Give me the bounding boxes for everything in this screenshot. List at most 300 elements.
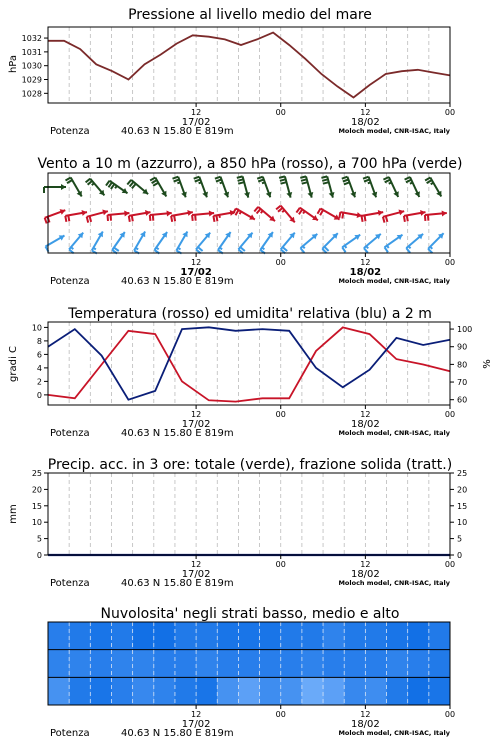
location-name: Potenza bbox=[50, 126, 90, 137]
wind-barb-feather bbox=[318, 209, 321, 214]
wind-barb bbox=[127, 180, 148, 194]
wind-barb bbox=[112, 232, 125, 254]
date-label: 17/02 bbox=[181, 719, 211, 730]
wind-barb-feather bbox=[66, 178, 71, 181]
date-label: 18/02 bbox=[350, 419, 380, 430]
location-name: Potenza bbox=[50, 276, 90, 287]
wind-barb bbox=[318, 209, 340, 220]
cloud-cell bbox=[217, 650, 238, 678]
wind-barb-feather bbox=[409, 246, 411, 248]
wind-barb-feather bbox=[115, 186, 117, 188]
y-tick-label-right: 20 bbox=[457, 485, 468, 495]
wind-barb-feather bbox=[321, 176, 327, 178]
cloud-cell bbox=[238, 677, 259, 705]
cloud-cell bbox=[112, 622, 133, 650]
cloud-cell bbox=[90, 622, 111, 650]
wind-barb bbox=[155, 232, 168, 254]
wind-barb-feather bbox=[199, 182, 202, 183]
wind-barb-feather bbox=[238, 179, 244, 181]
cloud-cell bbox=[323, 650, 344, 678]
wind-barb-feather bbox=[279, 176, 285, 178]
cloud-cell bbox=[302, 650, 323, 678]
wind-barb-feather bbox=[65, 216, 66, 222]
date-label: 18/02 bbox=[349, 267, 382, 278]
cloud-cell bbox=[387, 677, 408, 705]
cloud-cell bbox=[260, 622, 281, 650]
wind-barb-feather bbox=[383, 217, 385, 223]
wind-barb-feather bbox=[240, 212, 242, 215]
wind-panel bbox=[37, 156, 462, 287]
pressure-ylabel: hPa bbox=[8, 54, 19, 74]
wind-barb bbox=[385, 235, 403, 253]
y-tick-label-right: 60 bbox=[457, 395, 468, 405]
x-tick-label: 00 bbox=[275, 258, 286, 267]
cloud-cell bbox=[260, 677, 281, 705]
wind-barb-feather bbox=[430, 247, 432, 249]
wind-barb-feather bbox=[136, 248, 139, 250]
wind-barb bbox=[213, 210, 235, 222]
location-coords: 40.63 N 15.80 E 819m bbox=[121, 578, 234, 589]
plot-frame bbox=[48, 173, 450, 253]
location-name: Potenza bbox=[50, 428, 90, 439]
wind-barb-feather bbox=[236, 210, 239, 215]
wind-barb-feather bbox=[152, 180, 157, 183]
wind-barb-feather bbox=[282, 210, 284, 212]
wind-barb bbox=[425, 178, 441, 197]
wind-barb bbox=[233, 209, 255, 220]
cloud-cell bbox=[196, 650, 217, 678]
wind-barb-feather bbox=[194, 177, 200, 179]
x-tick-label: 00 bbox=[444, 108, 456, 117]
x-tick-label: 12 bbox=[360, 710, 371, 719]
date-label: 17/02 bbox=[181, 419, 211, 430]
model-credit: Moloch model, CNR-ISAC, Italy bbox=[338, 429, 450, 437]
wind-barb-feather bbox=[215, 177, 221, 179]
wind-title: Vento a 10 m (azzurro), a 850 hPa (rosso), a 700 hPa (verde) bbox=[37, 156, 463, 172]
x-tick-label: 12 bbox=[191, 560, 202, 569]
wind-barb bbox=[362, 210, 384, 222]
wind-barb-feather bbox=[406, 180, 411, 183]
x-tick-label: 12 bbox=[191, 710, 202, 719]
date-label: 17/02 bbox=[181, 117, 211, 128]
wind-barb bbox=[383, 210, 404, 223]
wind-barb bbox=[339, 212, 362, 218]
wind-barb-feather bbox=[153, 215, 154, 221]
wind-barb bbox=[196, 233, 210, 254]
y-tick-label-right: 70 bbox=[457, 378, 468, 388]
x-tick-label: 00 bbox=[444, 410, 456, 419]
wind-barb bbox=[425, 211, 447, 221]
series-line bbox=[48, 33, 450, 98]
cloud-cell bbox=[69, 622, 90, 650]
location-coords: 40.63 N 15.80 E 819m bbox=[121, 428, 234, 439]
wind-barb-feather bbox=[323, 182, 329, 184]
wind-barb bbox=[176, 231, 187, 253]
wind-barb-feather bbox=[365, 215, 366, 221]
y-tick-label: 1031 bbox=[21, 47, 42, 57]
cloud-cover-panel bbox=[48, 606, 455, 739]
temperature-title: Temperatura (rosso) ed umidita' relativa (blu) a 2 m bbox=[68, 306, 432, 322]
wind-barb-feather bbox=[87, 217, 89, 223]
wind-barb-feather bbox=[387, 246, 389, 248]
y-tick-label: 25 bbox=[31, 469, 42, 478]
cloud-cell bbox=[281, 650, 302, 678]
wind-barb-feather bbox=[344, 182, 350, 184]
wind-barb bbox=[383, 177, 398, 197]
cloud-cell bbox=[90, 650, 111, 678]
cloud-cell bbox=[154, 650, 175, 678]
wind-barb bbox=[150, 178, 166, 197]
y-tick-label-right: 15 bbox=[457, 501, 468, 511]
cloud-cell bbox=[323, 622, 344, 650]
wind-barb bbox=[364, 234, 381, 253]
wind-barb-feather bbox=[213, 216, 214, 222]
cloud-cell bbox=[387, 650, 408, 678]
cloud-cell bbox=[133, 622, 154, 650]
wind-barb-feather bbox=[195, 180, 201, 182]
y-tick-label-right: 25 bbox=[457, 469, 468, 478]
wind-barb bbox=[322, 233, 338, 253]
wind-barb-feather bbox=[320, 210, 323, 215]
model-credit: Moloch model, CNR-ISAC, Italy bbox=[338, 729, 450, 737]
cloud-cell bbox=[302, 622, 323, 650]
wind-barb-feather bbox=[385, 247, 389, 252]
wind-barb-feather bbox=[220, 182, 223, 183]
wind-barb bbox=[276, 206, 295, 223]
wind-barb-feather bbox=[389, 183, 392, 184]
model-credit: Moloch model, CNR-ISAC, Italy bbox=[338, 579, 450, 587]
y-tick-label-right: 0 bbox=[457, 551, 463, 560]
wind-barb bbox=[108, 211, 130, 221]
wind-barb bbox=[404, 210, 426, 222]
wind-barb-feather bbox=[45, 218, 47, 224]
x-tick-label: 12 bbox=[191, 258, 202, 267]
cloud-cell bbox=[238, 622, 259, 650]
wind-barb-feather bbox=[219, 215, 220, 218]
precip-ylabel: mm bbox=[8, 504, 19, 524]
y-tick-label: 1032 bbox=[21, 34, 42, 44]
wind-barb bbox=[92, 231, 103, 253]
wind-barb-feather bbox=[281, 182, 287, 184]
cloud-cell bbox=[429, 650, 450, 678]
plot-frame bbox=[48, 27, 450, 103]
y-tick-label: 10 bbox=[31, 518, 42, 528]
wind-barb-feather bbox=[427, 180, 432, 183]
cloud-cell bbox=[48, 650, 69, 678]
wind-barb-feather bbox=[280, 179, 286, 181]
wind-barb bbox=[86, 179, 105, 196]
wind-barb-feather bbox=[342, 247, 345, 252]
plot-frame bbox=[48, 322, 450, 405]
y-tick-label-right: 10 bbox=[457, 518, 468, 528]
x-tick-label: 00 bbox=[275, 560, 286, 569]
wind-barb-feather bbox=[428, 215, 429, 221]
model-credit: Moloch model, CNR-ISAC, Italy bbox=[338, 277, 450, 285]
cloud-cell bbox=[344, 650, 365, 678]
wind-barb-feather bbox=[303, 211, 305, 214]
wind-barb-feather bbox=[150, 178, 155, 181]
wind-barb-feather bbox=[156, 248, 159, 250]
series-line bbox=[48, 327, 450, 401]
model-credit: Moloch model, CNR-ISAC, Italy bbox=[338, 127, 450, 135]
cloud-cell bbox=[133, 650, 154, 678]
cloud-cell bbox=[238, 650, 259, 678]
cloud-cell bbox=[48, 677, 69, 705]
wind-barb-feather bbox=[233, 209, 236, 214]
wind-barb-feather bbox=[425, 215, 426, 221]
y-tick-label: 4 bbox=[36, 363, 42, 373]
plot-frame bbox=[48, 473, 450, 555]
wind-barb-feather bbox=[262, 248, 264, 250]
cloud-cell bbox=[175, 622, 196, 650]
wind-barb bbox=[254, 207, 275, 221]
y-tick-label: 1028 bbox=[21, 89, 42, 99]
wind-barb-feather bbox=[68, 215, 69, 221]
x-tick-label: 00 bbox=[444, 560, 456, 569]
wind-barb bbox=[69, 233, 83, 254]
wind-barb bbox=[66, 178, 82, 197]
date-label: 17/02 bbox=[180, 267, 212, 278]
wind-barb-feather bbox=[67, 180, 72, 183]
precip-title: Precip. acc. in 3 ore: totale (verde), frazione solida (tratt.) bbox=[47, 457, 453, 473]
wind-barb-feather bbox=[366, 246, 368, 248]
cloud-cell bbox=[154, 677, 175, 705]
wind-barb-feather bbox=[425, 178, 430, 181]
wind-barb-feather bbox=[237, 176, 243, 178]
wind-barb-head bbox=[442, 211, 447, 217]
x-tick-label: 12 bbox=[191, 410, 202, 419]
wind-barb-feather bbox=[383, 177, 389, 180]
y-tick-label: 2 bbox=[36, 377, 42, 387]
wind-barb-feather bbox=[404, 216, 405, 222]
wind-barb-feather bbox=[302, 182, 308, 184]
cloud-cell bbox=[133, 677, 154, 705]
cloud-cell bbox=[387, 622, 408, 650]
wind-barb bbox=[296, 208, 318, 221]
y-tick-label: 20 bbox=[31, 485, 42, 495]
date-label: 18/02 bbox=[350, 719, 380, 730]
wind-barb-feather bbox=[173, 177, 179, 179]
cloud-cell bbox=[408, 650, 429, 678]
wind-barb-head bbox=[124, 211, 129, 217]
wind-barb-feather bbox=[262, 182, 265, 183]
temperature-ylabel: gradi C bbox=[8, 346, 19, 382]
y-tick-label: 6 bbox=[36, 350, 42, 360]
wind-barb-feather bbox=[407, 215, 408, 221]
wind-barb-head bbox=[167, 211, 172, 217]
wind-barb bbox=[238, 233, 252, 254]
x-tick-label: 12 bbox=[360, 560, 371, 569]
wind-barb-feather bbox=[220, 248, 222, 250]
cloud-cell bbox=[429, 677, 450, 705]
y-tick-label: 1029 bbox=[21, 75, 42, 85]
wind-barb-feather bbox=[342, 213, 343, 219]
y-tick-label: 0 bbox=[36, 551, 42, 560]
wind-barb bbox=[134, 231, 145, 253]
wind-barb bbox=[342, 235, 360, 253]
temperature-humidity-panel bbox=[8, 306, 493, 439]
cloud-cell bbox=[365, 650, 386, 678]
wind-barb-feather bbox=[177, 182, 180, 183]
wind-barb-feather bbox=[385, 180, 390, 183]
cloud-cell bbox=[175, 650, 196, 678]
cloud-cell bbox=[69, 650, 90, 678]
wind-barb-feather bbox=[90, 216, 92, 222]
wind-barb-feather bbox=[410, 183, 413, 184]
cloud-cell bbox=[69, 677, 90, 705]
y-tick-label-right: 100 bbox=[457, 325, 473, 335]
wind-barb-feather bbox=[216, 215, 217, 221]
y-tick-label: 10 bbox=[31, 323, 42, 333]
date-label: 18/02 bbox=[350, 569, 380, 580]
location-coords: 40.63 N 15.80 E 819m bbox=[121, 126, 234, 137]
date-label: 17/02 bbox=[181, 569, 211, 580]
cloud-cell bbox=[196, 622, 217, 650]
wind-barb-feather bbox=[114, 248, 119, 251]
x-tick-label: 12 bbox=[360, 258, 371, 267]
wind-barb-feather bbox=[342, 177, 348, 179]
wind-barb-feather bbox=[93, 248, 96, 250]
x-tick-label: 00 bbox=[444, 258, 456, 267]
wind-barb-feather bbox=[92, 183, 94, 185]
cloud-cell bbox=[154, 622, 175, 650]
cloud-cell bbox=[408, 677, 429, 705]
wind-barb bbox=[129, 210, 151, 222]
cloud-cell bbox=[217, 622, 238, 650]
wind-barb-head bbox=[209, 211, 214, 217]
wind-barb-feather bbox=[192, 215, 193, 221]
wind-barb-feather bbox=[339, 212, 340, 218]
wind-barb-feather bbox=[322, 179, 328, 181]
cloud-cell bbox=[429, 622, 450, 650]
wind-barb-feather bbox=[174, 215, 175, 221]
cloud-cell bbox=[48, 622, 69, 650]
wind-barb-feather bbox=[303, 246, 305, 248]
wind-barb-feather bbox=[405, 177, 410, 180]
x-tick-label: 00 bbox=[444, 710, 456, 719]
x-tick-label: 00 bbox=[275, 710, 286, 719]
precipitation-panel bbox=[8, 457, 467, 589]
wind-barb-feather bbox=[129, 216, 130, 222]
cloud-cell bbox=[112, 677, 133, 705]
wind-barb bbox=[428, 233, 444, 253]
x-tick-label: 00 bbox=[275, 410, 286, 419]
wind-barb-feather bbox=[299, 209, 302, 214]
y-tick-label: 1030 bbox=[21, 61, 42, 71]
location-coords: 40.63 N 15.80 E 819m bbox=[121, 728, 234, 739]
location-name: Potenza bbox=[50, 728, 90, 739]
wind-barb bbox=[150, 211, 172, 221]
wind-barb bbox=[405, 177, 420, 197]
wind-barb bbox=[260, 232, 273, 254]
date-label: 18/02 bbox=[350, 117, 380, 128]
wind-barb-feather bbox=[301, 179, 307, 181]
wind-barb bbox=[406, 234, 423, 253]
cloud-cell bbox=[281, 677, 302, 705]
wind-barb-feather bbox=[386, 216, 388, 222]
wind-barb-feather bbox=[300, 176, 306, 178]
pressure-panel bbox=[8, 7, 455, 137]
cloud-cell bbox=[344, 677, 365, 705]
y-tick-label-right: 90 bbox=[457, 342, 468, 352]
wind-barb-feather bbox=[258, 180, 264, 182]
y-tick-label-right: 5 bbox=[457, 534, 463, 544]
x-tick-label: 00 bbox=[275, 108, 286, 117]
cloud-cell bbox=[408, 622, 429, 650]
location-coords: 40.63 N 15.80 E 819m bbox=[121, 276, 234, 287]
wind-barb-feather bbox=[345, 246, 347, 248]
pressure-title: Pressione al livello medio del mare bbox=[128, 7, 372, 23]
x-tick-label: 12 bbox=[360, 108, 371, 117]
wind-barb-feather bbox=[261, 211, 263, 213]
wind-barb-head bbox=[61, 184, 66, 190]
wind-barb-feather bbox=[108, 215, 109, 221]
cloud-cell bbox=[365, 622, 386, 650]
wind-barb-feather bbox=[343, 180, 349, 182]
location-name: Potenza bbox=[50, 578, 90, 589]
wind-barb bbox=[44, 184, 66, 193]
cloud-cell bbox=[175, 677, 196, 705]
wind-barb-feather bbox=[364, 180, 370, 182]
y-tick-label: 15 bbox=[31, 501, 42, 511]
wind-barb-feather bbox=[71, 247, 73, 249]
wind-barb bbox=[192, 211, 214, 221]
y-tick-label: 8 bbox=[36, 336, 42, 346]
wind-barb-feather bbox=[257, 177, 263, 179]
series-line bbox=[48, 327, 450, 399]
x-tick-label: 12 bbox=[191, 108, 202, 117]
wind-barb-feather bbox=[150, 215, 151, 221]
wind-barb bbox=[171, 210, 193, 222]
wind-barb-feather bbox=[109, 182, 112, 187]
cloud-cell bbox=[365, 677, 386, 705]
wind-barb bbox=[281, 233, 295, 254]
wind-barb-feather bbox=[368, 182, 371, 183]
wind-barb-feather bbox=[178, 248, 181, 250]
wind-barb-feather bbox=[174, 180, 180, 182]
cloud-cell bbox=[217, 677, 238, 705]
cloud-cell bbox=[260, 650, 281, 678]
humidity-ylabel: % bbox=[482, 359, 493, 369]
x-tick-label: 12 bbox=[360, 410, 371, 419]
wind-barb-feather bbox=[363, 177, 369, 179]
cloud-title: Nuvolosita' negli strati basso, medio e alto bbox=[100, 606, 400, 622]
cloud-cell bbox=[323, 677, 344, 705]
wind-barb bbox=[65, 210, 87, 222]
wind-barb bbox=[301, 234, 318, 253]
wind-barb bbox=[218, 232, 231, 254]
wind-barb-feather bbox=[431, 183, 434, 185]
y-tick-label: 5 bbox=[36, 534, 42, 544]
wind-barb-feather bbox=[171, 216, 172, 222]
wind-barb-feather bbox=[132, 215, 133, 221]
cloud-cell bbox=[302, 677, 323, 705]
wind-barb bbox=[106, 181, 128, 194]
cloud-cell bbox=[344, 622, 365, 650]
wind-barb-feather bbox=[195, 215, 196, 221]
cloud-cell bbox=[90, 677, 111, 705]
wind-barb bbox=[87, 210, 108, 223]
cloud-cell bbox=[112, 650, 133, 678]
y-tick-label: 0 bbox=[36, 390, 42, 400]
cloud-cell bbox=[196, 677, 217, 705]
y-tick-label-right: 80 bbox=[457, 360, 468, 370]
wind-barb-feather bbox=[362, 216, 363, 222]
wind-barb-feather bbox=[238, 182, 244, 184]
cloud-cell bbox=[281, 622, 302, 650]
wind-barb-feather bbox=[111, 215, 112, 221]
wind-barb-feather bbox=[216, 180, 222, 182]
